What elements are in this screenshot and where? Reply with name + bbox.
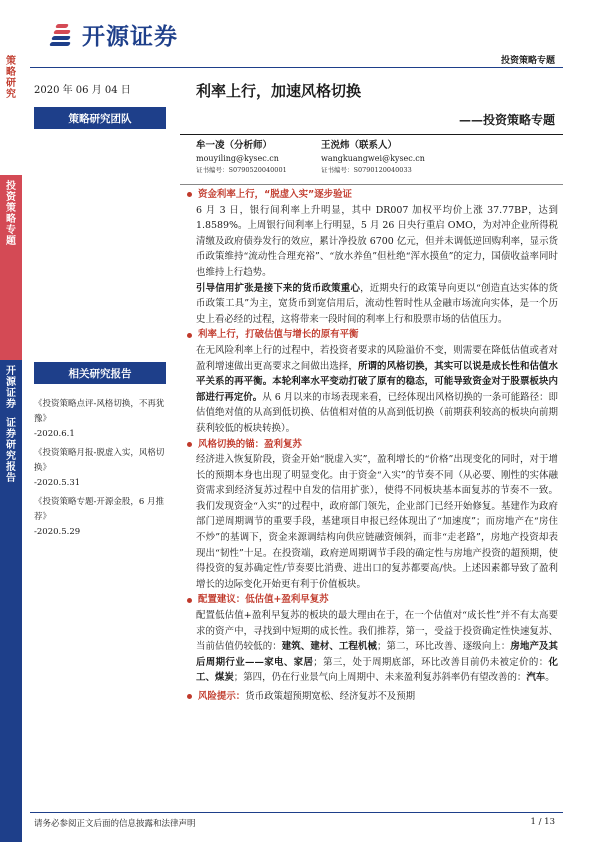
paragraph: 引导信用扩张是接下来的货币政策重心，近期央行的政策导向更以“创造直达实体的货币政策工具”为主，宽货币到宽信用后，流动性暂时性从金融市场流向实体，是一个历史上看必经的过程，这将带来一段时间的利率上行和股票市场的估值压力。: [196, 282, 558, 325]
related-reports-list: [34, 397, 172, 544]
analyst-divider: [180, 184, 563, 185]
analyst-email[interactable]: mouyiling@kysec.cn: [196, 154, 279, 163]
company-logo: [50, 18, 178, 51]
title-divider: [180, 134, 563, 135]
section-heading: 风格切换的锚：盈利复苏: [196, 437, 558, 453]
related-report-title[interactable]: 《投资策略点评-风格切换，不再犹豫》: [34, 399, 165, 424]
report-title: 利率上行，加速风格切换: [196, 82, 362, 100]
section-heading: 资金利率上行，“脱虚入实”逐步验证: [196, 187, 558, 203]
footer-disclaimer: 请务必参阅正文后面的信息披露和法律声明: [34, 819, 196, 829]
analyst-cert: 证书编号：S0790120040033: [321, 166, 412, 174]
related-reports-heading: 相关研究报告: [34, 362, 166, 384]
page-number: 1 / 13: [530, 817, 555, 827]
related-report-date: -2020.5.31: [34, 478, 81, 488]
related-report-item[interactable]: [34, 446, 172, 491]
bullet-icon: [187, 333, 192, 338]
footer-divider: [30, 812, 563, 813]
risk-warning: 风险提示： 货币政策超预期宽松、经济复苏不及预期: [196, 689, 558, 705]
paragraph: 配置低估值+盈利早复苏的板块的最大理由在于，在一个估值对“成长性”并不有太高要求的资产中，寻找到中短期的成长性。我们推荐，第一，受益于投资确定性快速复苏、当前估值仍较低的：建筑、建材、工程机械；第二，环比改善、逐级向上：房地产及其后周期行业——家电、家居；第三，处于周期底部，环比改善目前仍未被定价的：化工、煤炭；第四，仍在行业景气向上周期中、未来盈利复苏斜率仍有望改善的：汽车。: [196, 610, 558, 684]
header-divider: [30, 67, 563, 68]
related-report-title[interactable]: 《投资策略专题-开源金股，6 月推荐》: [34, 497, 164, 522]
logo-text: 开源证券: [82, 24, 178, 50]
side-bar: [0, 0, 22, 842]
logo-mark-icon: [50, 22, 76, 48]
report-type-label: 投资策略专题: [500, 56, 555, 66]
bullet-icon: [187, 442, 192, 447]
related-report-item[interactable]: [34, 495, 172, 540]
bullet-icon: [187, 192, 192, 197]
analyst-name: 王涚炜（联系人）: [321, 140, 398, 151]
paragraph: 在无风险利率上行的过程中，若投资者要求的风险溢价不变，则需要在降低估值或者对盈利增速做出更高要求之间做出选择，所谓的风格切换，其实可以说是成长性和估值水平关系的再平衡。本轮利率水平变动打破了原有的稳态，可能导致资金对于股票板块内部进行再定价。从 6 月以来的市场表现来看，已经体现出风格切换的一条可能路径：即估值绝对值的从高到低切换、估值相对值的从高到低切换（前期获利较高的板块向前期获利较低的板块转换）。: [196, 344, 558, 434]
section-heading: 配置建议：低估值+盈利早复苏: [196, 592, 558, 608]
bullet-icon: [187, 694, 192, 699]
analyst-name: 牟一凌（分析师）: [196, 140, 273, 151]
paragraph: 6 月 3 日，银行间利率上升明显，其中 DR007 加权平均价上涨 37.77BP，达到 1.8589%。上周银行间利率上行明显，5 月 26 日央行重启 OMO，为对冲企业所得税清缴及政府债券发行的效应，累计净投放 6700 亿元，但并未调低逆回购利率，显示货币政策维持“流动性合理充裕”、“放水养鱼”但杜绝“浑水摸鱼”的定力，国债收益率同时也维持上行趋势。: [196, 204, 558, 278]
side-label-company-report: 开 源 证 券 证 券 研 究 报 告: [0, 360, 22, 842]
analyst-email[interactable]: wangkuangwei@kysec.cn: [321, 154, 425, 163]
analyst-block: [196, 139, 446, 175]
bullet-icon: [187, 598, 192, 603]
section-heading: 利率上行，打破估值与增长的原有平衡: [196, 327, 558, 343]
team-label: 策略研究团队: [34, 107, 166, 129]
related-report-item[interactable]: [34, 397, 172, 442]
related-report-date: -2020.6.1: [34, 429, 75, 439]
related-report-date: -2020.5.29: [34, 527, 81, 537]
side-label-strategy-research: 策 略 研 究: [0, 50, 22, 175]
analyst-cert: 证书编号：S0790520040001: [196, 166, 287, 174]
side-label-report-type: 投 资 策 略 专 题: [0, 175, 22, 360]
related-report-title[interactable]: 《投资策略月报-脱虚入实，风格切换》: [34, 448, 165, 473]
paragraph: 经济进入恢复阶段，资金开始“脱虚入实”，盈利增长的“价格”出现变化的同时，对于增长的预期本身也出现了明显变化。由于资金“入实”的节奏不同（从必要、刚性的实体融资需求到经济复苏过程中自发的信用扩张），使得不同板块基本面复苏的节奏不一致。我们发现资金“入实”的过程中，政府部门领先，企业部门已经开始修复。基建作为政府部门逆周期调节的重要手段，基建项目申报已经体现出了“加速度”；而房地产在“房住不炒”的基调下，资金来源调结构向供应链融资倾斜，而非“走老路”，房地产投资却表现出“韧性”十足。在投资端，政府逆周期调节手段的确定性与房地产投资的超预期，使得投资的复苏确定性/节奏要比消费、进出口的复苏都要高/快。上述因素都导致了盈利增长的边际变化开始更有利于价值板块。: [196, 454, 558, 590]
analyst-card: [321, 139, 436, 175]
report-date: 2020 年 06 月 04 日: [34, 85, 131, 96]
report-subtitle: ——投资策略专题: [458, 113, 555, 127]
analyst-card: [196, 139, 311, 175]
report-body: [196, 187, 558, 705]
